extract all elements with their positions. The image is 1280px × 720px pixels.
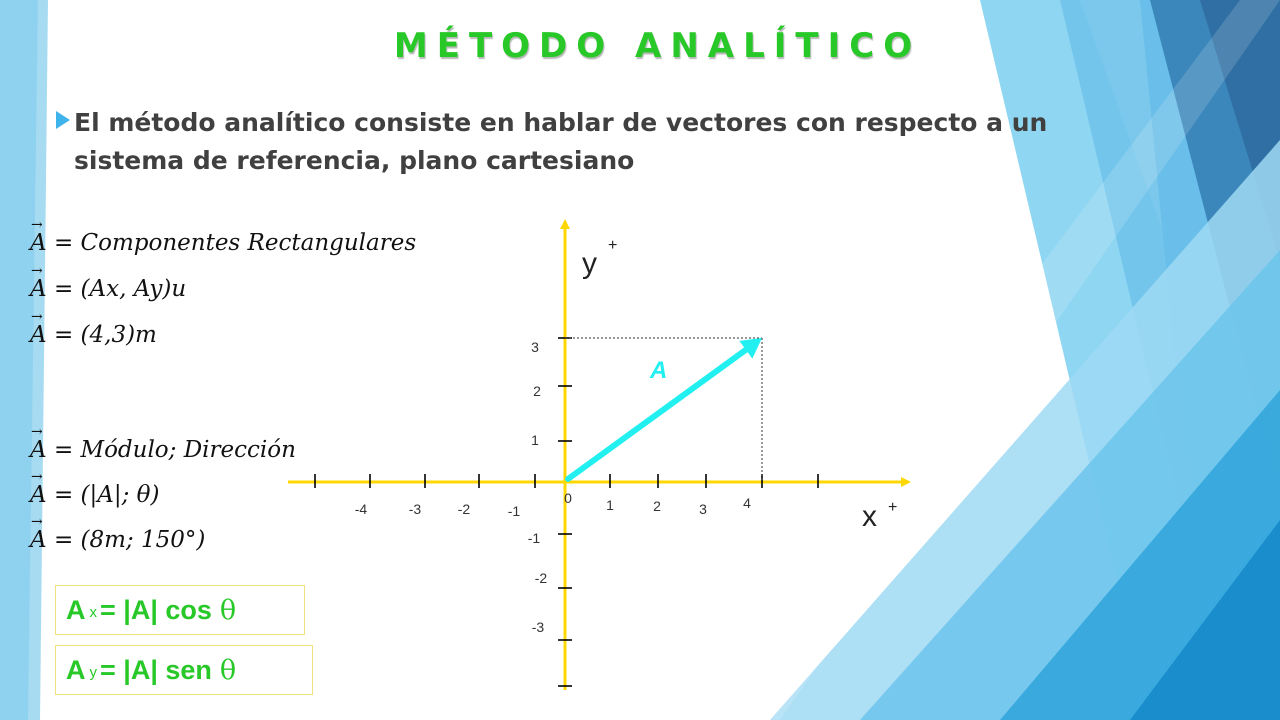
vector-symbol: → A: [30, 482, 47, 508]
equation-rhs: = Componentes Rectangulares: [53, 230, 417, 256]
y-tick-label: 1: [531, 432, 539, 448]
formula-ax-body: = |A| cos: [100, 594, 212, 625]
x-tick-label: -1: [507, 503, 521, 519]
formula-ax-theta: θ: [219, 594, 237, 626]
x-tick-label: -2: [457, 501, 471, 517]
formula-ay-subscript: y: [89, 663, 97, 681]
vector-symbol: → A: [30, 230, 47, 256]
vector-symbol: → A: [30, 276, 47, 302]
formula-ay-symbol: A: [66, 654, 86, 685]
formula-ax-subscript: x: [89, 603, 97, 621]
y-tick-label: 3: [531, 339, 539, 355]
formula-ay-body: = |A| sen: [100, 654, 212, 685]
x-tick-label: 3: [699, 501, 707, 517]
formula-ax-symbol: A: [66, 594, 86, 625]
x-tick-label: 4: [743, 495, 751, 511]
intro-text: El método analítico consiste en hablar de vectores con respecto a un sistema de referencia, plano cartesiano: [74, 108, 1048, 175]
x-tick-label: 2: [653, 498, 661, 514]
vector-a-label: A: [650, 357, 668, 384]
y-tick-label: -1: [527, 530, 541, 546]
x-tick-label: 1: [606, 497, 614, 513]
x-tick-label: 0: [564, 490, 572, 506]
x-axis-label: x: [862, 500, 877, 533]
vector-symbol: → A: [30, 322, 47, 348]
equation-rhs: = (|A|; θ): [53, 482, 160, 508]
y-tick-label: -3: [531, 619, 545, 635]
y-tick-label: 2: [533, 383, 541, 399]
x-axis-sign: +: [888, 499, 898, 516]
page-title: MÉTODO ANALÍTICO: [393, 26, 922, 66]
vector-symbol: → A: [30, 437, 47, 463]
vector-symbol: → A: [30, 527, 47, 553]
y-tick-label: -2: [534, 570, 548, 586]
y-axis-label: y: [582, 247, 597, 280]
equation-rhs: = (Ax, Ay)u: [53, 276, 187, 302]
equation-rhs: = (8m; 150°): [53, 527, 206, 553]
y-axis-sign: +: [608, 237, 618, 254]
equation-rhs: = Módulo; Dirección: [53, 437, 296, 463]
equation-rhs: = (4,3)m: [53, 322, 157, 348]
formula-ay-theta: θ: [219, 654, 237, 686]
x-tick-label: -3: [408, 501, 422, 517]
x-tick-label: -4: [354, 501, 368, 517]
